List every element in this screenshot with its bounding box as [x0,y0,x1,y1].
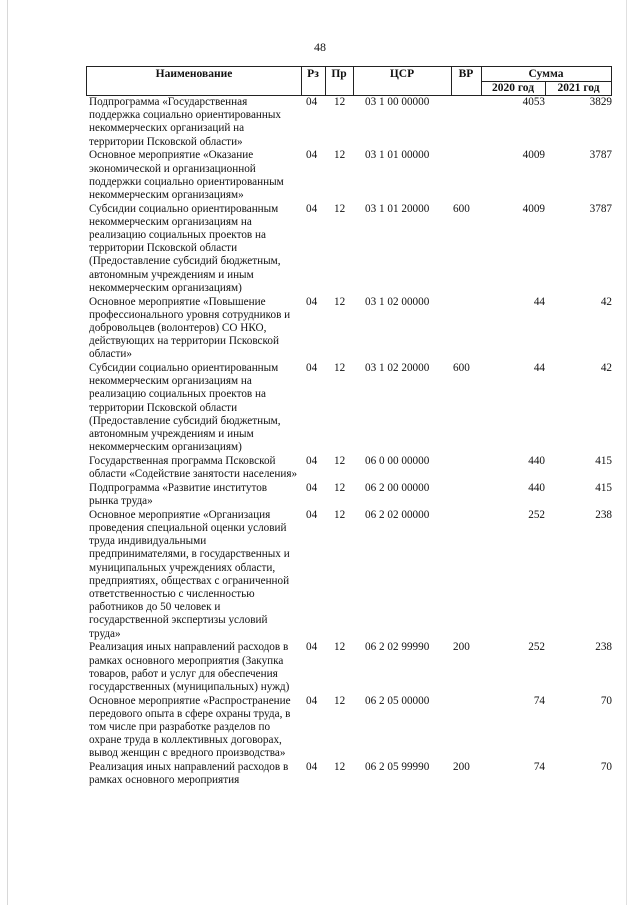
row-pr: 12 [334,202,346,215]
row-sum-2021: 415 [595,481,612,494]
header-sum-title: Сумма [481,67,611,82]
row-csr: 06 2 02 99990 [365,641,430,654]
header-name [87,67,302,95]
table-row [86,761,612,787]
row-csr: 03 1 00 00000 [365,96,430,108]
row-rz: 04 [306,362,318,375]
header-name-label: Наименование [155,68,233,80]
row-rz: 04 [306,295,318,308]
row-rz: 04 [306,641,318,654]
row-csr: 03 1 02 20000 [365,362,430,375]
row-vr [443,296,483,362]
row-sum-2021: 415 [595,454,612,467]
table-row [86,695,612,761]
row-vr: 200 [453,761,470,774]
row-sum-2020: 74 [533,694,545,707]
row-pr: 12 [334,96,346,108]
header-sum [481,67,611,95]
row-csr: 03 1 01 20000 [365,202,430,215]
row-sum-2021: 42 [600,362,612,375]
row-sum-2021: 42 [600,295,612,308]
row-name: Субсидии социально ориентированным некоммерческим организациям на реализацию социальных проектов на территории Псковской области (Предоставление субсидий бюджетным, автономным учреждениям и иным некоммерческим организациям) [89,202,281,294]
row-pr: 12 [334,508,346,521]
table-row [86,455,612,481]
table-row [86,96,612,149]
table-row [86,296,612,362]
row-rz: 04 [306,761,318,774]
row-rz: 04 [306,481,318,494]
row-name: Субсидии социально ориентированным некоммерческим организациям на реализацию социальных проектов на территории Псковской области (Предоставление субсидий бюджетным, автономным учреждениям и иным некоммерческим организациям) [89,362,281,454]
row-vr [443,455,483,481]
row-pr: 12 [334,481,346,494]
row-pr: 12 [334,295,346,308]
row-vr: 200 [453,641,470,654]
row-sum-2020: 440 [528,481,545,494]
row-csr: 06 2 05 99990 [365,761,430,774]
table-row [86,203,612,295]
row-sum-2021: 70 [600,761,612,774]
row-rz: 04 [306,96,318,108]
row-csr: 03 1 01 00000 [365,149,430,162]
table-header [86,66,612,96]
row-sum-2020: 44 [533,362,545,375]
row-vr [443,695,483,761]
header-year-2021: 2021 год [557,82,600,94]
row-rz: 04 [306,202,318,215]
row-pr: 12 [334,149,346,162]
row-name: Основное мероприятие «Организация проведения специальной оценки условий труда индивидуальными предпринимателями, в государственных и муниципальных учреждениях области, предприятиях, обществах с ограниченной ответственностью с численностью работников до 50 человек и государственной экспертизы условий труда» [89,508,290,640]
row-vr [443,96,483,149]
row-rz: 04 [306,694,318,707]
row-sum-2020: 4053 [522,96,545,108]
row-pr: 12 [334,454,346,467]
row-vr [443,149,483,202]
header-rz: Рз [301,67,326,95]
row-vr [443,509,483,641]
header-year-2020: 2020 год [481,81,546,95]
row-vr: 600 [453,202,470,215]
table-body [86,96,612,788]
row-sum-2021: 70 [600,694,612,707]
row-csr: 03 1 02 00000 [365,295,430,308]
table-row [86,149,612,202]
row-csr: 06 2 00 00000 [365,481,430,494]
table-row [86,509,612,641]
row-pr: 12 [334,694,346,707]
page-number: 48 [314,40,326,54]
row-rz: 04 [306,149,318,162]
row-pr: 12 [334,761,346,774]
row-name: Реализация иных направлений расходов в рамках основного мероприятия [89,761,289,787]
scan-edge-left [7,0,8,905]
row-pr: 12 [334,641,346,654]
row-sum-2020: 440 [528,454,545,467]
row-rz: 04 [306,508,318,521]
row-sum-2020: 4009 [522,202,545,215]
row-sum-2020: 252 [528,641,545,654]
header-csr: ЦСР [353,67,452,95]
row-name: Реализация иных направлений расходов в рамках основного мероприятия (Закупка товаров, работ и услуг для обеспечения государственных (муниципальных) нужд) [89,641,290,693]
row-sum-2020: 44 [533,295,545,308]
scan-edge-right [626,0,627,905]
table-row [86,641,612,694]
row-name: Основное мероприятие «Оказание экономической и организационной поддержки социально ориентированным некоммерческим организациям» [89,149,284,201]
header-vr: ВР [451,67,482,95]
row-csr: 06 2 05 00000 [365,694,430,707]
row-vr [443,482,483,508]
header-pr: Пр [325,67,354,95]
row-sum-2020: 4009 [522,149,545,162]
row-sum-2021: 238 [595,641,612,654]
row-sum-2021: 3829 [589,96,612,108]
row-name: Основное мероприятие «Распространение передового опыта в сфере охраны труда, в том числе при разработке разделов по охране труда в коллективных договорах, вывод женщин с вредного производства» [89,694,291,760]
row-sum-2020: 252 [528,508,545,521]
row-name: Основное мероприятие «Повышение профессионального уровня сотрудников и добровольцев (волонтеров) СО НКО, действующих на территории Псковской области» [89,295,291,361]
row-sum-2021: 3787 [589,202,612,215]
row-sum-2021: 238 [595,508,612,521]
row-name: Государственная программа Псковской области «Содействие занятости населения» [89,454,298,481]
row-csr: 06 0 00 00000 [365,454,430,467]
row-sum-2021: 3787 [589,149,612,162]
table-row [86,362,612,454]
row-name: Подпрограмма «Государственная поддержка социально ориентированных некоммерческих организаций на территории Псковской области» [89,96,281,148]
row-name: Подпрограмма «Развитие институтов рынка труда» [89,481,268,508]
table-row [86,482,612,508]
row-pr: 12 [334,362,346,375]
row-sum-2020: 74 [533,761,545,774]
row-vr: 600 [453,362,470,375]
row-rz: 04 [306,454,318,467]
row-csr: 06 2 02 00000 [365,508,430,521]
